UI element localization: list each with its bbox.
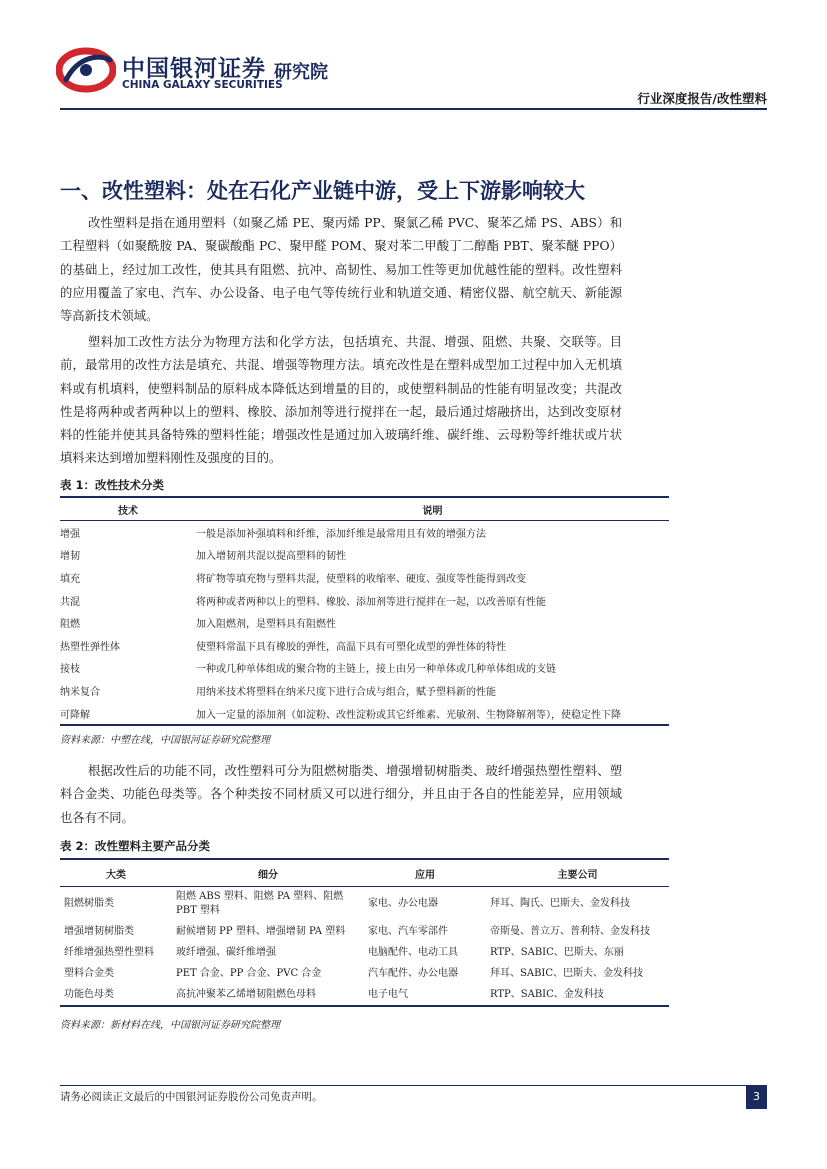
- companies-cell: RTP、SABIC、巴斯夫、东丽: [490, 946, 624, 958]
- table1-source: 资料来源：中塑在线，中国银河证券研究院整理: [60, 735, 270, 746]
- brand-name-en: CHINA GALAXY SECURITIES: [122, 79, 283, 91]
- paragraph-intro: 改性塑料是指在通用塑料（如聚乙烯 PE、聚丙烯 PP、聚氯乙稀 PVC、聚苯乙烯 PS、ABS）和工程塑料（如聚酰胺 PA、聚碳酸酯 PC、聚甲醛 POM、聚对苯二甲酸丁二醇酯 PBT、聚苯醚 PPO）的基础上，经过加工改性，使其具有阻燃、抗冲、高韧性、易加工性等更加优越性能的塑料。改性塑料的应用覆盖了家电、汽车、办公设备、电子电气等传统行业和轨道交通、精密仪器、航空航天、新能源等高新技术领域。: [60, 216, 622, 324]
- brand-name-cn: 中国银河证券: [122, 56, 266, 82]
- page-number: 3: [746, 1085, 767, 1109]
- subtype-cell: PET 合金、PP 合金、PVC 合金: [176, 967, 322, 979]
- section-title: 一、改性塑料：处在石化产业链中游，受上下游影响较大: [60, 179, 585, 203]
- paragraph-classification: 根据改性后的功能不同，改性塑料可分为阻燃树脂类、增强增韧树脂类、玻纤增强热塑性塑料、塑料合金类、功能色母类等。各个种类按不同材质又可以进行细分，并且由于各自的性能差异，应用领域也各有不同。: [60, 764, 622, 825]
- product-table: [60, 858, 669, 1007]
- application-cell: 汽车配件、办公电器: [368, 967, 458, 979]
- category-cell: 塑料合金类: [64, 967, 114, 979]
- application-cell: 电子电气: [368, 988, 408, 1000]
- application-cell: 电脑配件、电动工具: [368, 946, 458, 958]
- desc-cell: 一种或几种单体组成的聚合物的主链上，接上由另一种单体或几种单体组成的支链: [196, 664, 556, 676]
- header-divider: [60, 108, 767, 110]
- table-header-row: [60, 497, 669, 521]
- table-row: [60, 942, 669, 963]
- tech-cell: 共混: [60, 596, 80, 608]
- table-row: [60, 521, 669, 544]
- col-header-application: 应用: [364, 859, 486, 887]
- tech-cell: 可降解: [60, 709, 90, 721]
- category-cell: 增强增韧树脂类: [64, 925, 134, 937]
- table2-caption: 表 2：改性塑料主要产品分类: [60, 839, 211, 853]
- desc-cell: 将矿物等填充物与塑料共混，使塑料的收缩率、硬度、强度等性能得到改变: [196, 573, 526, 585]
- desc-cell: 加入阻燃剂，是塑料具有阻燃性: [196, 619, 336, 631]
- table-header-row: [60, 859, 669, 887]
- table-row: [60, 963, 669, 984]
- table-row: [60, 566, 669, 589]
- desc-cell: 加入增韧剂共混以提高塑料的韧性: [196, 551, 346, 563]
- footer-disclaimer: 请务必阅读正文最后的中国银河证券股份公司免责声明。: [60, 1091, 323, 1103]
- table-row: [60, 887, 669, 922]
- desc-cell: 一般是添加补强填料和纤维，添加纤维是最常用且有效的增强方法: [196, 528, 486, 540]
- brand-institute: 研究院: [274, 62, 328, 83]
- table-row: [60, 984, 669, 1006]
- col-header-tech: 技术: [60, 497, 196, 521]
- table-row: [60, 921, 669, 942]
- tech-cell: 增韧: [60, 551, 80, 563]
- application-cell: 家电、汽车零部件: [368, 925, 448, 937]
- table-row: [60, 702, 669, 726]
- tech-cell: 热塑性弹性体: [60, 641, 120, 653]
- table2-source: 资料来源：新材料在线，中国银河证券研究院整理: [60, 1020, 280, 1031]
- tech-cell: 阻燃: [60, 619, 80, 631]
- subtype-cell: 高抗冲聚苯乙烯增韧阻燃色母料: [176, 988, 316, 1000]
- tech-cell: 增强: [60, 528, 80, 540]
- desc-cell: 用纳米技术将塑料在纳米尺度下进行合成与组合，赋予塑料新的性能: [196, 686, 496, 698]
- companies-cell: RTP、SABIC、金发科技: [490, 988, 604, 1000]
- tech-cell: 填充: [60, 573, 80, 585]
- companies-cell: 拜耳、陶氏、巴斯夫、金发科技: [490, 898, 630, 909]
- col-header-companies: 主要公司: [486, 859, 669, 887]
- col-header-desc: 说明: [196, 497, 669, 521]
- table1-caption: 表 1：改性技术分类: [60, 478, 165, 492]
- col-header-subtype: 细分: [172, 859, 364, 887]
- footer-divider: [60, 1085, 767, 1086]
- desc-cell: 使塑料常温下具有橡胶的弹性，高温下具有可塑化成型的弹性体的特性: [196, 641, 506, 653]
- tech-cell: 纳米复合: [60, 686, 100, 698]
- category-cell: 纤维增强热塑性塑料: [64, 946, 154, 958]
- paragraph-methods: 塑料加工改性方法分为物理方法和化学方法，包括填充、共混、增强、阻燃、共聚、交联等。目前，最常用的改性方法是填充、共混、增强等物理方法。填充改性是在塑料成型加工过程中加入无机填料或有机填料，使塑料制品的原料成本降低达到增量的目的，或使塑料制品的性能有明显改变；共混改性是将两种或者两种以上的塑料、橡胶、添加剂等进行搅拌在一起，最后通过熔融挤出，达到改变原材料的性能并使其具备特殊的塑料性能；增强改性是通过加入玻璃纤维、碳纤维、云母粉等纤维状或片状填料来达到增加塑料刚性及强度的目的。: [60, 335, 622, 466]
- tech-cell: 接枝: [60, 664, 80, 676]
- subtype-cell: 耐候增韧 PP 塑料、增强增韧 PA 塑料: [176, 925, 346, 937]
- galaxy-logo-icon: [56, 46, 116, 94]
- table-row: [60, 544, 669, 567]
- category-cell: 功能色母类: [64, 988, 114, 1000]
- col-header-category: 大类: [60, 859, 172, 887]
- table-row: [60, 657, 669, 680]
- technology-table: [60, 496, 669, 726]
- subtype-cell: 阻燃 ABS 塑料、阻燃 PA 塑料、阻燃 PBT 塑料: [176, 891, 344, 916]
- table-row: [60, 611, 669, 634]
- companies-cell: 拜耳、SABIC、巴斯夫、金发科技: [490, 967, 644, 979]
- companies-cell: 帝斯曼、普立万、普利特、金发科技: [490, 925, 650, 937]
- report-category: 行业深度报告/改性塑料: [637, 91, 767, 106]
- category-cell: 阻燃树脂类: [64, 898, 114, 909]
- table-row: [60, 679, 669, 702]
- table-row: [60, 634, 669, 657]
- table-row: [60, 589, 669, 612]
- desc-cell: 加入一定量的添加剂（如淀粉、改性淀粉或其它纤维素、光敏剂、生物降解剂等），使稳定性下降: [196, 709, 621, 721]
- desc-cell: 将两种或者两种以上的塑料、橡胶、添加剂等进行搅拌在一起，以改善原有性能: [196, 596, 546, 608]
- subtype-cell: 玻纤增强、碳纤维增强: [176, 946, 276, 958]
- application-cell: 家电、办公电器: [368, 898, 438, 909]
